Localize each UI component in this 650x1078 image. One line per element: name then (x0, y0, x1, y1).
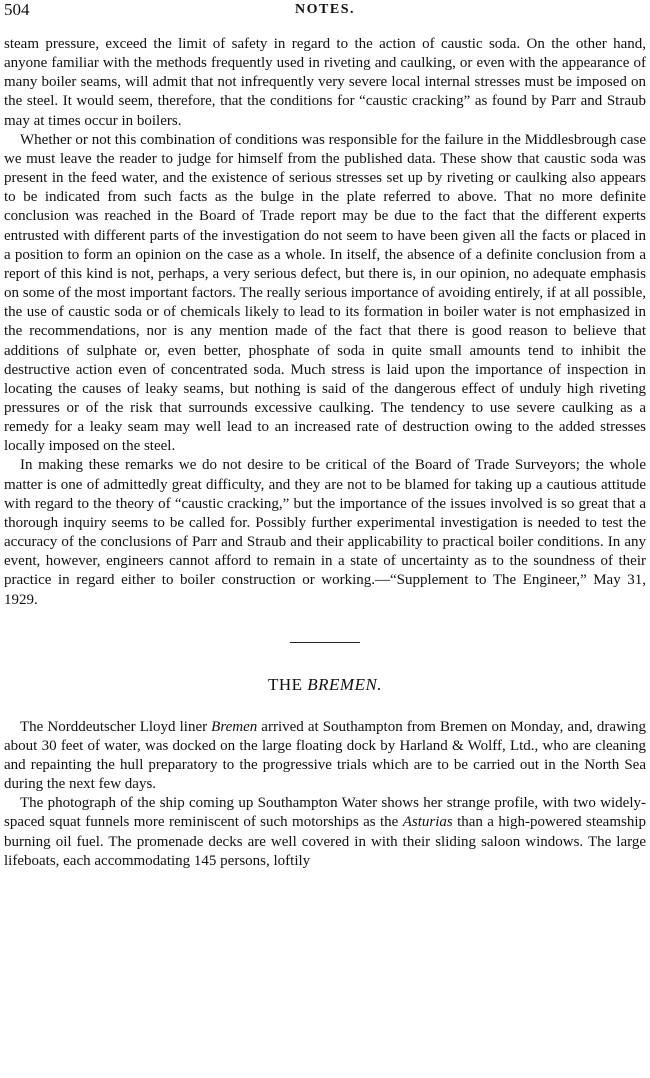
page-header (4, 0, 646, 22)
article-bremen (4, 718, 646, 871)
paragraph: Whether or not this combination of conditions was responsible for the failure in the Middlesbrough case we must leave the reader to judge for himself from the published data. These show that caustic soda was present in the feed water, and the existence of serious stresses set up by riveting or caulking also appears to be indicated from such facts as the bulge in the plate referred to above. That no more definite conclusion was reached in the Board of Trade report may be due to the fact that the different experts entrusted with different parts of the investigation do not seem to have been given all the facts or placed in a position to form an opinion on the case as a whole. In itself, the absence of a definite conclusion from a report of this kind is not, perhaps, a very serious defect, but there is, in our opinion, no adequate emphasis on some of the most important factors. The really serious importance of avoiding entirely, if at all possible, the use of caustic soda or of chemicals likely to lead to its formation in boiler water is not emphasized in the recommendations, nor is any mention made of the fact that there is good reason to believe that additions of sulphate or, even better, phosphate of soda in quite small amounts tend to inhibit the destructive action even of concentrated soda. Much stress is laid upon the importance of inspection in locating the causes of leaky seams, but nothing is said of the dangerous effect of unduly high riveting pressures or of the risk that surrounds excessive caulking. The tendency to use severe caulking as a remedy for a leaky seam may well lead to an increased rate of destruction owing to the added stresses locally imposed on the steel. (4, 131, 646, 455)
text-run: The Norddeutscher Lloyd liner (20, 718, 212, 735)
article-caustic-cracking (4, 35, 646, 610)
ship-name: Bremen (211, 718, 258, 735)
section-divider (290, 642, 360, 643)
paragraph: In making these remarks we do not desire to be critical of the Board of Trade Surveyors; the whole matter is one of admittedly great difficulty, and they are not to be blamed for taking up a cautious attitude with regard to the theory of “caustic cracking,” but the importance of the issues involved is so great that a thorough inquiry seems to be called for. Possibly further experimental investigation is needed to test the accuracy of the conclusions of Parr and Straub and their applicability to practical boiler conditions. In any event, however, engineers cannot afford to remain in a state of uncertainty as to the soundness of their practice in regard either to boiler construction or working.—“Supplement to The Engineer,” May 31, 1929. (4, 457, 646, 608)
section-title-prefix: THE (267, 674, 308, 694)
page-number: 504 (4, 0, 30, 19)
ship-name: Asturias (402, 814, 453, 831)
page (4, 0, 646, 871)
paragraph (4, 794, 646, 871)
running-head: NOTES. (295, 2, 355, 17)
paragraph: steam pressure, exceed the limit of safety in regard to the action of caustic soda. On the other hand, anyone familiar with the methods frequently used in riveting and caulking, or even with the appearance of many boiler seams, will admit that not infrequently very severe local internal stresses must be imposed on the steel. It would seem, therefore, that the conditions for “caustic cracking” as found by Parr and Straub may at times occur in boilers. (4, 36, 646, 129)
section-title-ship: BREMEN. (307, 674, 383, 694)
paragraph (4, 718, 646, 795)
text-run: The photograph of the ship coming up Southampton Water shows her strange profile, with two widely-spaced squat funnels more reminiscent of such motorships as the (4, 795, 646, 831)
text-run: than a high-powered steamship burning oil fuel. The promenade decks are well covered in with their sliding saloon windows. The large lifeboats, each accommodating 145 persons, loftily (4, 814, 646, 869)
section-title (4, 675, 646, 695)
text-run: arrived at Southampton from Bremen on Monday, and, drawing about 30 feet of water, was docked on the large floating dock by Harland & Wolff, Ltd., who are cleaning and repainting the hull preparatory to the progressive trials which are to be carried out in the North Sea during the next few days. (4, 718, 646, 793)
